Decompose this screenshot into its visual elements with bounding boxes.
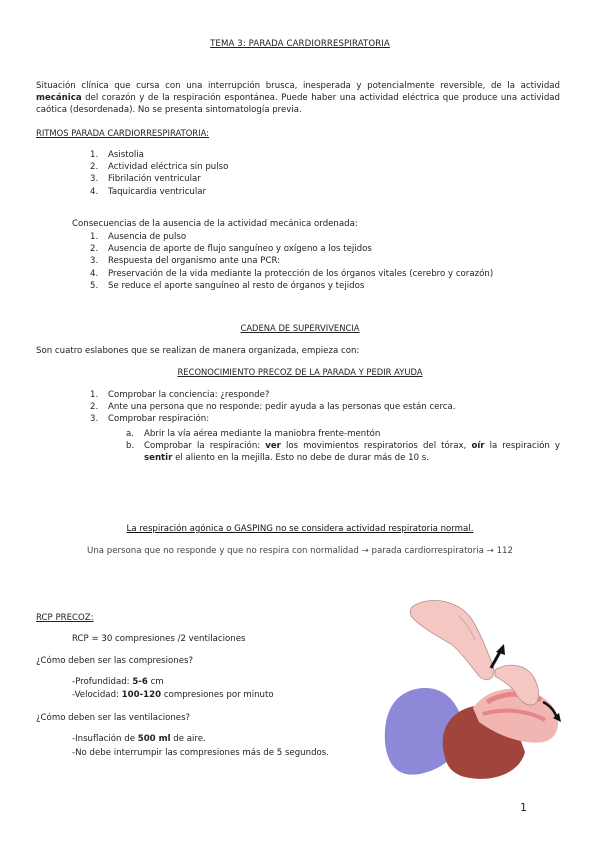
reconocimiento-heading: RECONOCIMIENTO PRECOZ DE LA PARADA Y PEDIR AYUDA — [177, 367, 423, 377]
intro-text-2: del corazón y de la respiración espontánea. Puede haber una actividad eléctrica que produce una actividad caótica (desordenada). No se presenta sintomatología previa. — [36, 93, 560, 116]
profundidad-unit: cm — [147, 677, 164, 687]
list-item-text: Asistolia — [108, 150, 144, 160]
list-item — [90, 149, 390, 161]
ventilaciones-question: ¿Cómo deben ser las ventilaciones? — [36, 713, 191, 723]
list-item-text: Ausencia de aporte de flujo sanguíneo y oxígeno a los tejidos — [108, 244, 372, 255]
list-item-letter: a. — [126, 429, 134, 439]
list-item — [90, 389, 560, 401]
list-item-text: Ausencia de pulso — [108, 232, 187, 242]
list-item-text: Fibrilación ventricular — [108, 174, 201, 185]
cadena-heading: CADENA DE SUPERVIVENCIA — [240, 323, 360, 333]
ritmos-heading: RITMOS PARADA CARDIORRESPIRATORIA: — [36, 128, 209, 138]
list-item-text: Abrir la vía aérea mediante la maniobra frente-mentón — [144, 429, 381, 439]
intro-bold-mecanica: mecánica — [36, 93, 82, 104]
profundidad-line — [72, 676, 164, 688]
insuflacion-label: -Insuflación de — [72, 734, 138, 744]
ritmos-list — [90, 149, 390, 198]
page-title: TEMA 3: PARADA CARDIORRESPIRATORIA — [210, 39, 390, 49]
list-item-number: 1. — [90, 150, 99, 160]
list-item-letter: b. — [126, 441, 135, 452]
list-item — [126, 428, 560, 440]
list-item-text: Comprobar la conciencia: ¿responde? — [108, 390, 270, 400]
velocidad-value: 100-120 — [121, 690, 162, 700]
list-item — [90, 280, 560, 292]
list-item — [90, 161, 390, 173]
profundidad-label: -Profundidad: — [72, 677, 133, 687]
profundidad-value: 5-6 — [132, 677, 148, 687]
list-item-number: 3. — [90, 174, 99, 185]
gasping-flow — [0, 545, 600, 557]
flow-text-c: 112 — [496, 546, 513, 556]
forehead-hand — [410, 600, 494, 679]
list-item — [90, 173, 390, 185]
intro-paragraph — [36, 80, 560, 117]
list-item — [90, 243, 560, 255]
list-item-text: Respuesta del organismo ante una PCR: — [108, 256, 281, 267]
respiracion-substeps — [126, 428, 560, 465]
list-item-number: 4. — [90, 268, 99, 279]
no-interrumpir-line: -No debe interrumpir las compresiones más de 5 segundos. — [72, 748, 329, 758]
list-item-text: Comprobar respiración: — [108, 414, 210, 425]
substep-b-text-1: Comprobar la respiración: — [144, 441, 266, 452]
consecuencias-list — [90, 231, 560, 292]
velocidad-line — [72, 689, 274, 701]
list-item-number: 4. — [90, 186, 99, 197]
rcp-ratio: RCP = 30 compresiones /2 ventilaciones — [72, 634, 246, 644]
list-item-number: 3. — [90, 414, 99, 425]
list-item-text: Se reduce el aporte sanguíneo al resto de órganos y tejidos — [108, 280, 365, 291]
page-number: 1 — [520, 801, 527, 814]
substep-b-text-3: la respiración y — [484, 441, 560, 452]
rcp-heading: RCP PRECOZ: — [36, 613, 94, 623]
flow-text-a: Una persona que no responde y que no respira con normalidad — [87, 546, 359, 556]
velocidad-unit: compresiones por minuto — [161, 690, 274, 700]
substep-b-text-2: los movimientos respiratorios del tórax, — [280, 441, 472, 452]
list-item-number: 1. — [90, 232, 99, 242]
list-item-number: 2. — [90, 162, 99, 173]
flow-arrow-1: → — [361, 546, 369, 556]
list-item-text: Taquicardia ventricular — [108, 186, 207, 197]
compresiones-question: ¿Cómo deben ser las compresiones? — [36, 656, 194, 666]
substep-b-sentir: sentir — [144, 453, 173, 464]
intro-text-1: Situación clínica que cursa con una interrupción brusca, inesperada y potencialmente reversible, de la actividad — [36, 81, 560, 91]
list-item — [90, 413, 560, 425]
list-item — [90, 401, 560, 413]
gasping-statement: La respiración agónica o GASPING no se considera actividad respiratoria normal. — [126, 524, 474, 534]
list-item-number: 2. — [90, 244, 99, 255]
flow-text-b: parada cardiorrespiratoria — [371, 546, 484, 556]
insuflacion-line — [72, 733, 206, 745]
insuflacion-value: 500 ml — [137, 734, 171, 744]
substep-b-oir: oír — [471, 441, 485, 452]
list-item — [90, 268, 560, 280]
list-item-text: Actividad eléctrica sin pulso — [108, 162, 229, 173]
list-item-text: Ante una persona que no responde: pedir ayuda a las personas que están cerca. — [108, 402, 456, 413]
list-item-number: 1. — [90, 390, 99, 400]
substep-b-text-4: el aliento en la mejilla. Esto no debe de durar más de 10 s. — [172, 453, 429, 464]
head-tilt-chin-lift-illustration — [375, 592, 575, 792]
list-item — [90, 255, 560, 267]
reconocimiento-steps — [90, 389, 560, 426]
velocidad-label: -Velocidad: — [72, 690, 122, 700]
list-item — [126, 440, 560, 464]
consecuencias-heading: Consecuencias de la ausencia de la actividad mecánica ordenada: — [72, 219, 358, 229]
insuflacion-unit: de aire. — [170, 734, 206, 744]
list-item-number: 3. — [90, 256, 99, 267]
list-item — [90, 231, 560, 243]
lift-arrowhead-icon — [496, 644, 505, 655]
list-item — [90, 186, 390, 198]
list-item-number: 5. — [90, 280, 99, 291]
flow-arrow-2: → — [486, 546, 494, 556]
substep-b-ver: ver — [265, 441, 281, 452]
cadena-intro: Son cuatro eslabones que se realizan de manera organizada, empieza con: — [36, 346, 360, 356]
list-item-text: Preservación de la vida mediante la protección de los órganos vitales (cerebro y corazón) — [108, 268, 494, 279]
list-item-number: 2. — [90, 402, 99, 413]
